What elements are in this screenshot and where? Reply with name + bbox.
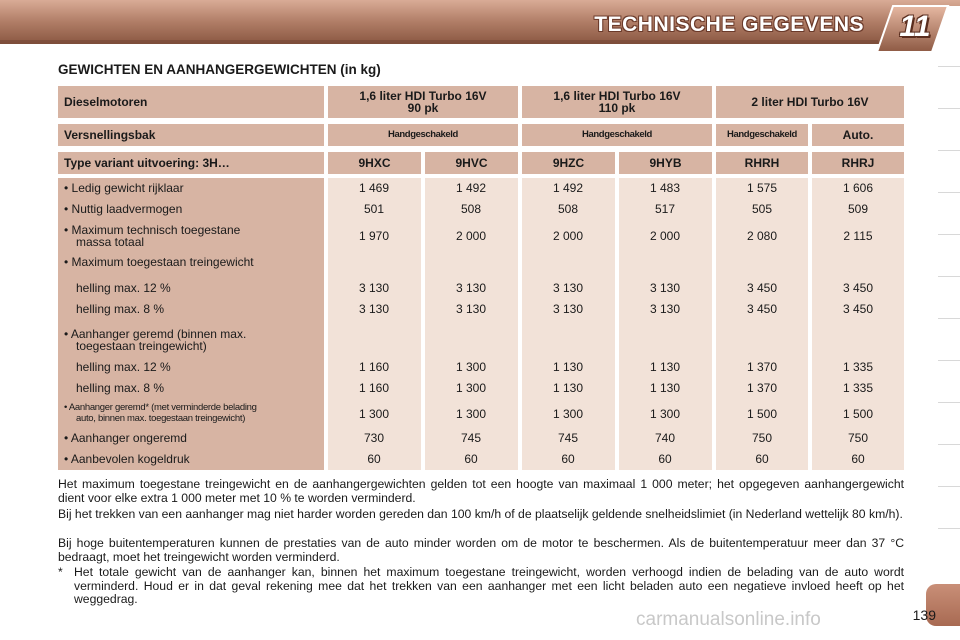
table-cell: 1 492 [552,181,584,195]
table-cell: 745 [460,431,482,445]
table-cell: 1 575 [746,181,778,195]
table-cell: 1 500 [842,407,874,421]
type-header: RHRJ [812,152,904,174]
table-cell: 1 300 [649,407,681,421]
engine-name: 1,6 liter HDI Turbo 16V [553,89,681,103]
table-cell: 1 300 [455,360,487,374]
value-column [812,178,904,470]
engine-header-label: Dieselmotoren [58,86,324,118]
row-label-line: helling max. 8 % [76,381,165,395]
gearbox-header: Handgeschakeld [716,124,808,146]
type-header: 9HVC [425,152,518,174]
label-column [58,178,324,470]
chapter-tab[interactable] [938,402,960,432]
type-header: 9HZC [522,152,615,174]
row-label [64,224,240,248]
table-cell: 740 [654,431,676,445]
page-title: TECHNISCHE GEGEVENS [594,13,864,36]
table-cell: 1 370 [746,381,778,395]
paragraph-speed: Bij het trekken van een aanhanger mag niet harder worden gereden dan 100 km/h of de plaatselijk geldende snelheidslimiet (in Nederland wettelijk 80 km/h). [58,507,903,521]
table-cell: 3 130 [649,281,681,295]
row-label-line: • Aanhanger ongeremd [64,431,187,445]
table-cell: 2 000 [552,229,584,243]
table-cell: 1 970 [358,229,390,243]
value-column [716,178,808,470]
table-cell: 1 300 [455,407,487,421]
chapter-tab[interactable] [938,318,960,348]
table-cell: 517 [654,202,676,216]
footnote [58,566,904,607]
table-cell: 2 000 [649,229,681,243]
engine-header [328,86,518,118]
table-cell: 1 160 [358,360,390,374]
table-cell: 1 335 [842,360,874,374]
table-cell: 3 130 [358,281,390,295]
row-label [64,432,187,444]
row-label-line: helling max. 8 % [76,302,165,316]
chapter-tab[interactable] [938,528,960,558]
footnote-marker: * [58,565,63,579]
value-column [522,178,615,470]
chapter-tab[interactable] [938,360,960,390]
row-label-line: massa totaal [76,235,145,249]
table-cell: 60 [561,452,575,466]
table-cell: 1 130 [552,360,584,374]
table-cell: 3 450 [842,281,874,295]
row-label [76,361,171,373]
type-header-label: Type variant uitvoering: 3H… [58,152,324,174]
paragraph-temperature: Bij hoge buitentemperaturen kunnen de prestaties van de auto minder worden om de motor te beschermen. Als de buitentemperatuur meer dan 37 °C bedraagt, moet het treingewicht worden verminderd. [58,536,904,564]
table-cell: 60 [367,452,381,466]
row-label [64,402,257,424]
row-label-line: • Nuttig laadvermogen [64,202,183,216]
engine-name: 2 liter HDI Turbo 16V [751,95,869,109]
table-cell: 1 469 [358,181,390,195]
gearbox-header: Handgeschakeld [522,124,712,146]
table-cell: 3 450 [746,302,778,316]
table-cell: 2 115 [843,229,873,243]
chapter-tab[interactable] [938,444,960,474]
row-label-line: helling max. 12 % [76,281,171,295]
type-header: 9HYB [619,152,712,174]
chapter-tab[interactable] [938,192,960,222]
gearbox-header: Handgeschakeld [328,124,518,146]
table-cell: 750 [847,431,869,445]
table-cell: 3 450 [842,302,874,316]
section-title: GEWICHTEN EN AANHANGERGEWICHTEN (in kg) [58,62,381,77]
table-cell: 2 000 [455,229,487,243]
table-cell: 1 300 [358,407,390,421]
table-cell: 1 335 [842,381,874,395]
row-label-line: • Aanbevolen kogeldruk [64,452,190,466]
row-label-line: • Aanhanger geremd (binnen max. [64,327,247,341]
chapter-tab[interactable] [938,66,960,96]
table-cell: 1 606 [842,181,874,195]
row-label [76,382,164,394]
table-cell: 60 [464,452,478,466]
table-cell: 60 [851,452,865,466]
row-label [64,203,182,215]
gearbox-header-label: Versnellingsbak [58,124,324,146]
table-cell: 508 [460,202,482,216]
table-cell: 3 130 [552,302,584,316]
engine-header [716,86,904,118]
table-cell: 505 [751,202,773,216]
table-cell: 3 130 [455,302,487,316]
engine-power: 110 pk [598,101,636,115]
table-cell: 60 [658,452,672,466]
row-label-line: • Maximum toegestaan treingewicht [64,255,254,269]
row-label [64,256,254,268]
row-label [76,303,164,315]
footnote-text: Het totale gewicht van de aanhanger kan, binnen het maximum toegestane treingewicht, worden verhoogd indien de belading van de auto wordt verminderd. Houd er in dat geval rekening mee dat het trekken van een aanhanger met een licht beladen auto een negatieve invloed heeft op het weggedrag. [74,565,904,606]
chapter-tab[interactable] [938,150,960,180]
chapter-tab[interactable] [938,486,960,516]
gearbox-header: Auto. [812,124,904,146]
row-label-line: • Ledig gewicht rijklaar [64,181,184,195]
table-cell: 1 160 [358,381,390,395]
row-label-line: helling max. 12 % [76,360,171,374]
table-cell: 3 450 [746,281,778,295]
value-column [619,178,712,470]
table-cell: 3 130 [552,281,584,295]
row-label [64,182,184,194]
row-label-line: toegestaan treingewicht) [76,339,207,353]
table-cell: 1 370 [746,360,778,374]
row-label-line: • Maximum technisch toegestane [64,223,241,237]
chapter-tabs [932,66,960,636]
value-column [425,178,518,470]
chapter-tab[interactable] [938,108,960,138]
table-cell: 3 130 [649,302,681,316]
table-cell: 60 [755,452,769,466]
table-cell: 501 [363,202,385,216]
table-cell: 1 500 [746,407,778,421]
table-cell: 508 [557,202,579,216]
chapter-number: 11 [899,10,931,43]
paragraph-altitude: Het maximum toegestane treingewicht en de aanhangergewichten gelden tot een hoogte van maximaal 1 000 meter; het opgegeven aanhangergewicht dient voor elke extra 1 000 meter met 10 % te worden verminderd. [58,477,904,505]
row-label [64,328,246,352]
table-cell: 730 [363,431,385,445]
table-cell: 509 [847,202,869,216]
row-label-line: • Aanhanger geremd* (met verminderde belading [64,402,257,413]
table-cell: 3 130 [358,302,390,316]
table-cell: 1 130 [649,360,681,374]
type-header: RHRH [716,152,808,174]
table-cell: 1 130 [552,381,584,395]
chapter-tab[interactable] [938,234,960,264]
table-cell: 1 300 [455,381,487,395]
table-cell: 1 300 [552,407,584,421]
page-number: 139 [912,607,936,623]
engine-header [522,86,712,118]
table-cell: 1 492 [455,181,487,195]
table-cell: 750 [751,431,773,445]
engine-power: 90 pk [407,101,439,115]
row-label [64,453,190,465]
table-cell: 2 080 [746,229,778,243]
row-label [76,282,171,294]
table-cell: 745 [557,431,579,445]
watermark: carmanualsonline.info [636,609,821,630]
table-cell: 1 483 [649,181,681,195]
chapter-tab[interactable] [938,276,960,306]
table-cell: 3 130 [455,281,487,295]
engine-name: 1,6 liter HDI Turbo 16V [359,89,487,103]
row-label-line: auto, binnen max. toegestaan treingewicht) [76,413,246,424]
page-header [0,0,960,50]
value-column [328,178,421,470]
table-cell: 1 130 [649,381,681,395]
type-header: 9HXC [328,152,421,174]
